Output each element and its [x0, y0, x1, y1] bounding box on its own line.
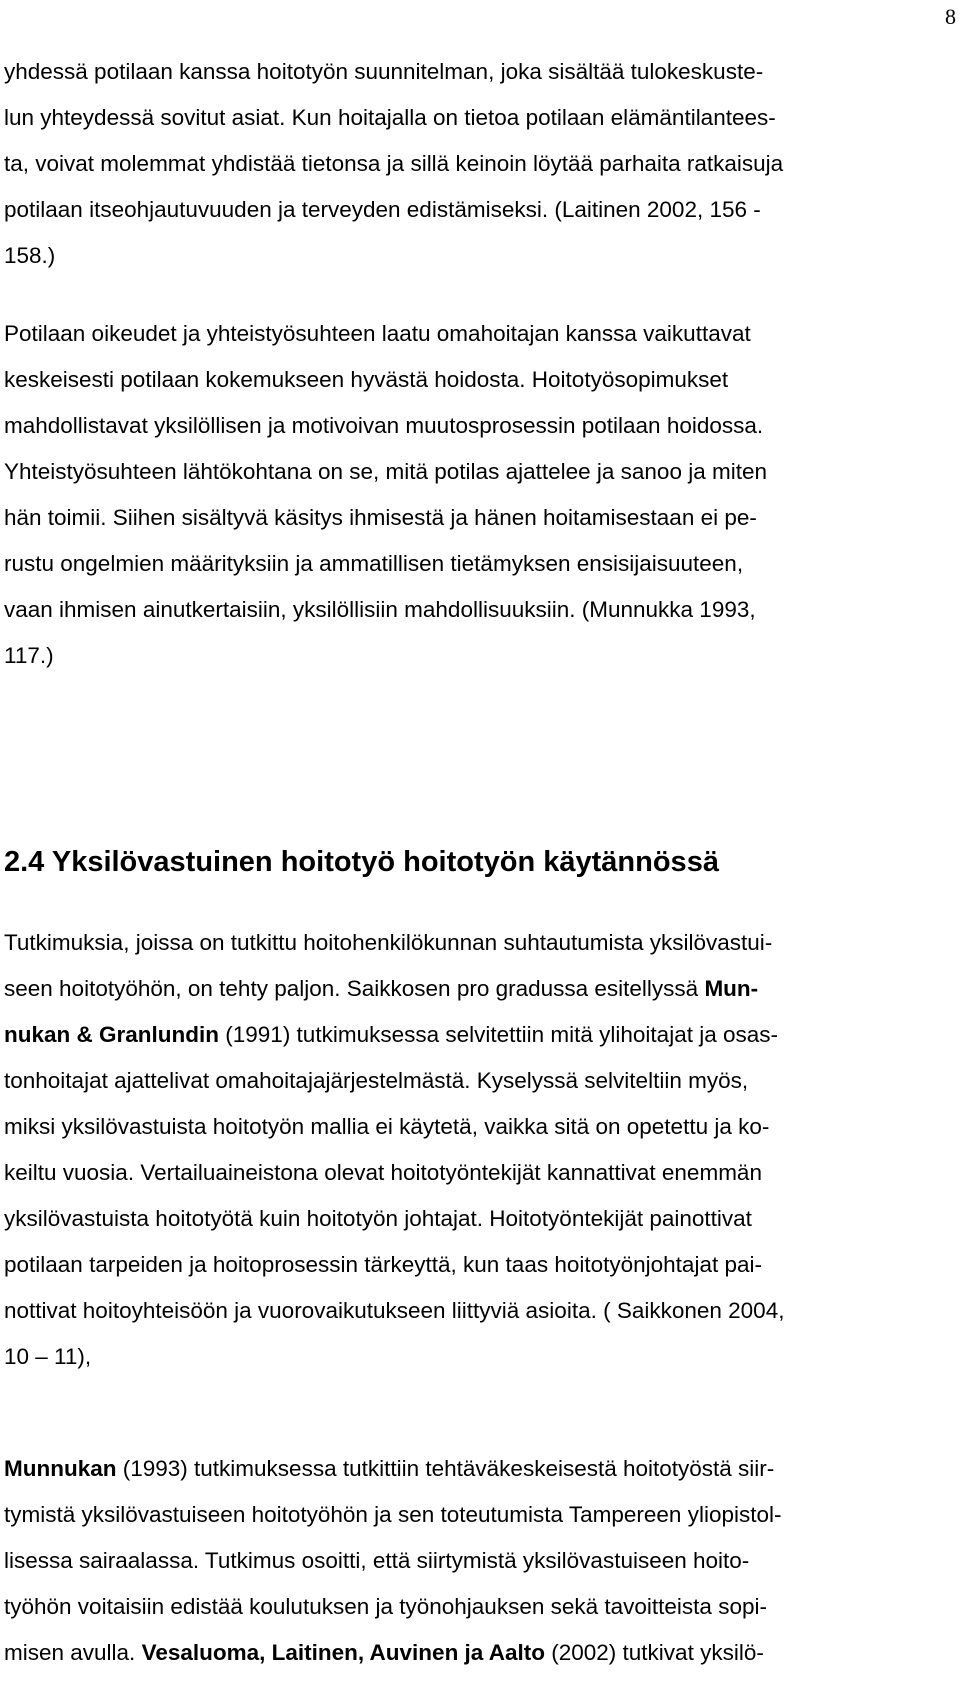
- text-line: tonhoitajat ajattelivat omahoitajajärjestelmästä. Kyselyssä selviteltiin myös,: [4, 1068, 749, 1093]
- text-line: potilaan itseohjautuvuuden ja terveyden edistämiseksi. (Laitinen 2002, 156 -: [4, 197, 761, 222]
- text-line: yksilövastuista hoitotyötä kuin hoitotyön johtajat. Hoitotyöntekijät painottivat: [4, 1206, 752, 1231]
- author-name-bold: Munnukan: [4, 1456, 117, 1481]
- author-name-bold: nukan & Granlundin: [4, 1022, 220, 1047]
- text-line: [4, 966, 944, 1012]
- text-line: nottivat hoitoyhteisöön ja vuorovaikutukseen liittyviä asioita. ( Saikkonen 2004,: [4, 1298, 785, 1323]
- text-line: Potilaan oikeudet ja yhteistyösuhteen laatu omahoitajan kanssa vaikuttavat: [4, 321, 751, 346]
- author-name-bold: Mun-: [704, 976, 759, 1001]
- text-line: tymistä yksilövastuiseen hoitotyöhön ja sen toteutumista Tampereen yliopistol-: [4, 1502, 782, 1527]
- text-line: yhdessä potilaan kanssa hoitotyön suunnitelman, joka sisältää tulokeskuste-: [4, 59, 764, 84]
- text-line: lisessa sairaalassa. Tutkimus osoitti, että siirtymistä yksilövastuiseen hoito-: [4, 1548, 750, 1573]
- text-line: keskeisesti potilaan kokemukseen hyvästä hoidosta. Hoitotyösopimukset: [4, 367, 729, 392]
- text-line: 117.): [4, 643, 54, 668]
- text-run: seen hoitotyöhön, on tehty paljon. Saikkosen pro gradussa esitellyssä: [4, 976, 705, 1001]
- text-run: (2002) tutkivat yksilö-: [545, 1640, 764, 1665]
- text-line: 10 – 11),: [4, 1344, 92, 1369]
- paragraph-2: [4, 311, 944, 679]
- text-run: misen avulla.: [4, 1640, 142, 1665]
- text-line: [4, 1012, 944, 1058]
- text-line: vaan ihmisen ainutkertaisiin, yksilöllisiin mahdollisuuksiin. (Munnukka 1993,: [4, 597, 756, 622]
- text-line: Yhteistyösuhteen lähtökohtana on se, mitä potilas ajattelee ja sanoo ja miten: [4, 459, 767, 484]
- text-run: (1993) tutkimuksessa tutkittiin tehtäväkeskeisestä hoitotyöstä siir-: [116, 1456, 775, 1481]
- page-number: 8: [945, 4, 956, 29]
- text-run: (1991) tutkimuksessa selvitettiin mitä ylihoitajat ja osas-: [219, 1022, 778, 1047]
- text-line: hän toimii. Siihen sisältyvä käsitys ihmisestä ja hänen hoitamisestaan ei pe-: [4, 505, 757, 530]
- text-line: [4, 1446, 944, 1492]
- text-line: rustu ongelmien määrityksiin ja ammatillisen tietämyksen ensisijaisuuteen,: [4, 551, 744, 576]
- paragraph-1: [4, 49, 944, 279]
- section-heading: 2.4 Yksilövastuinen hoitotyö hoitotyön käytännössä: [4, 846, 719, 878]
- paragraph-4: [4, 1446, 944, 1676]
- author-name-bold: Vesaluoma, Laitinen, Auvinen ja Aalto: [141, 1640, 545, 1665]
- text-line: Tutkimuksia, joissa on tutkittu hoitohenkilökunnan suhtautumista yksilövastui-: [4, 930, 773, 955]
- text-line: keiltu vuosia. Vertailuaineistona olevat hoitotyöntekijät kannattivat enemmän: [4, 1160, 762, 1185]
- text-line: työhön voitaisiin edistää koulutuksen ja työnohjauksen sekä tavoitteista sopi-: [4, 1594, 767, 1619]
- text-line: 158.): [4, 243, 56, 268]
- text-line: lun yhteydessä sovitut asiat. Kun hoitajalla on tietoa potilaan elämäntilantees-: [4, 105, 776, 130]
- paragraph-3: [4, 920, 944, 1380]
- text-line: potilaan tarpeiden ja hoitoprosessin tärkeyttä, kun taas hoitotyönjohtajat pai-: [4, 1252, 762, 1277]
- text-line: miksi yksilövastuista hoitotyön mallia ei käytetä, vaikka sitä on opetettu ja ko-: [4, 1114, 770, 1139]
- text-line: [4, 1630, 944, 1676]
- text-line: ta, voivat molemmat yhdistää tietonsa ja sillä keinoin löytää parhaita ratkaisuja: [4, 151, 784, 176]
- text-line: mahdollistavat yksilöllisen ja motivoivan muutosprosessin potilaan hoidossa.: [4, 413, 764, 438]
